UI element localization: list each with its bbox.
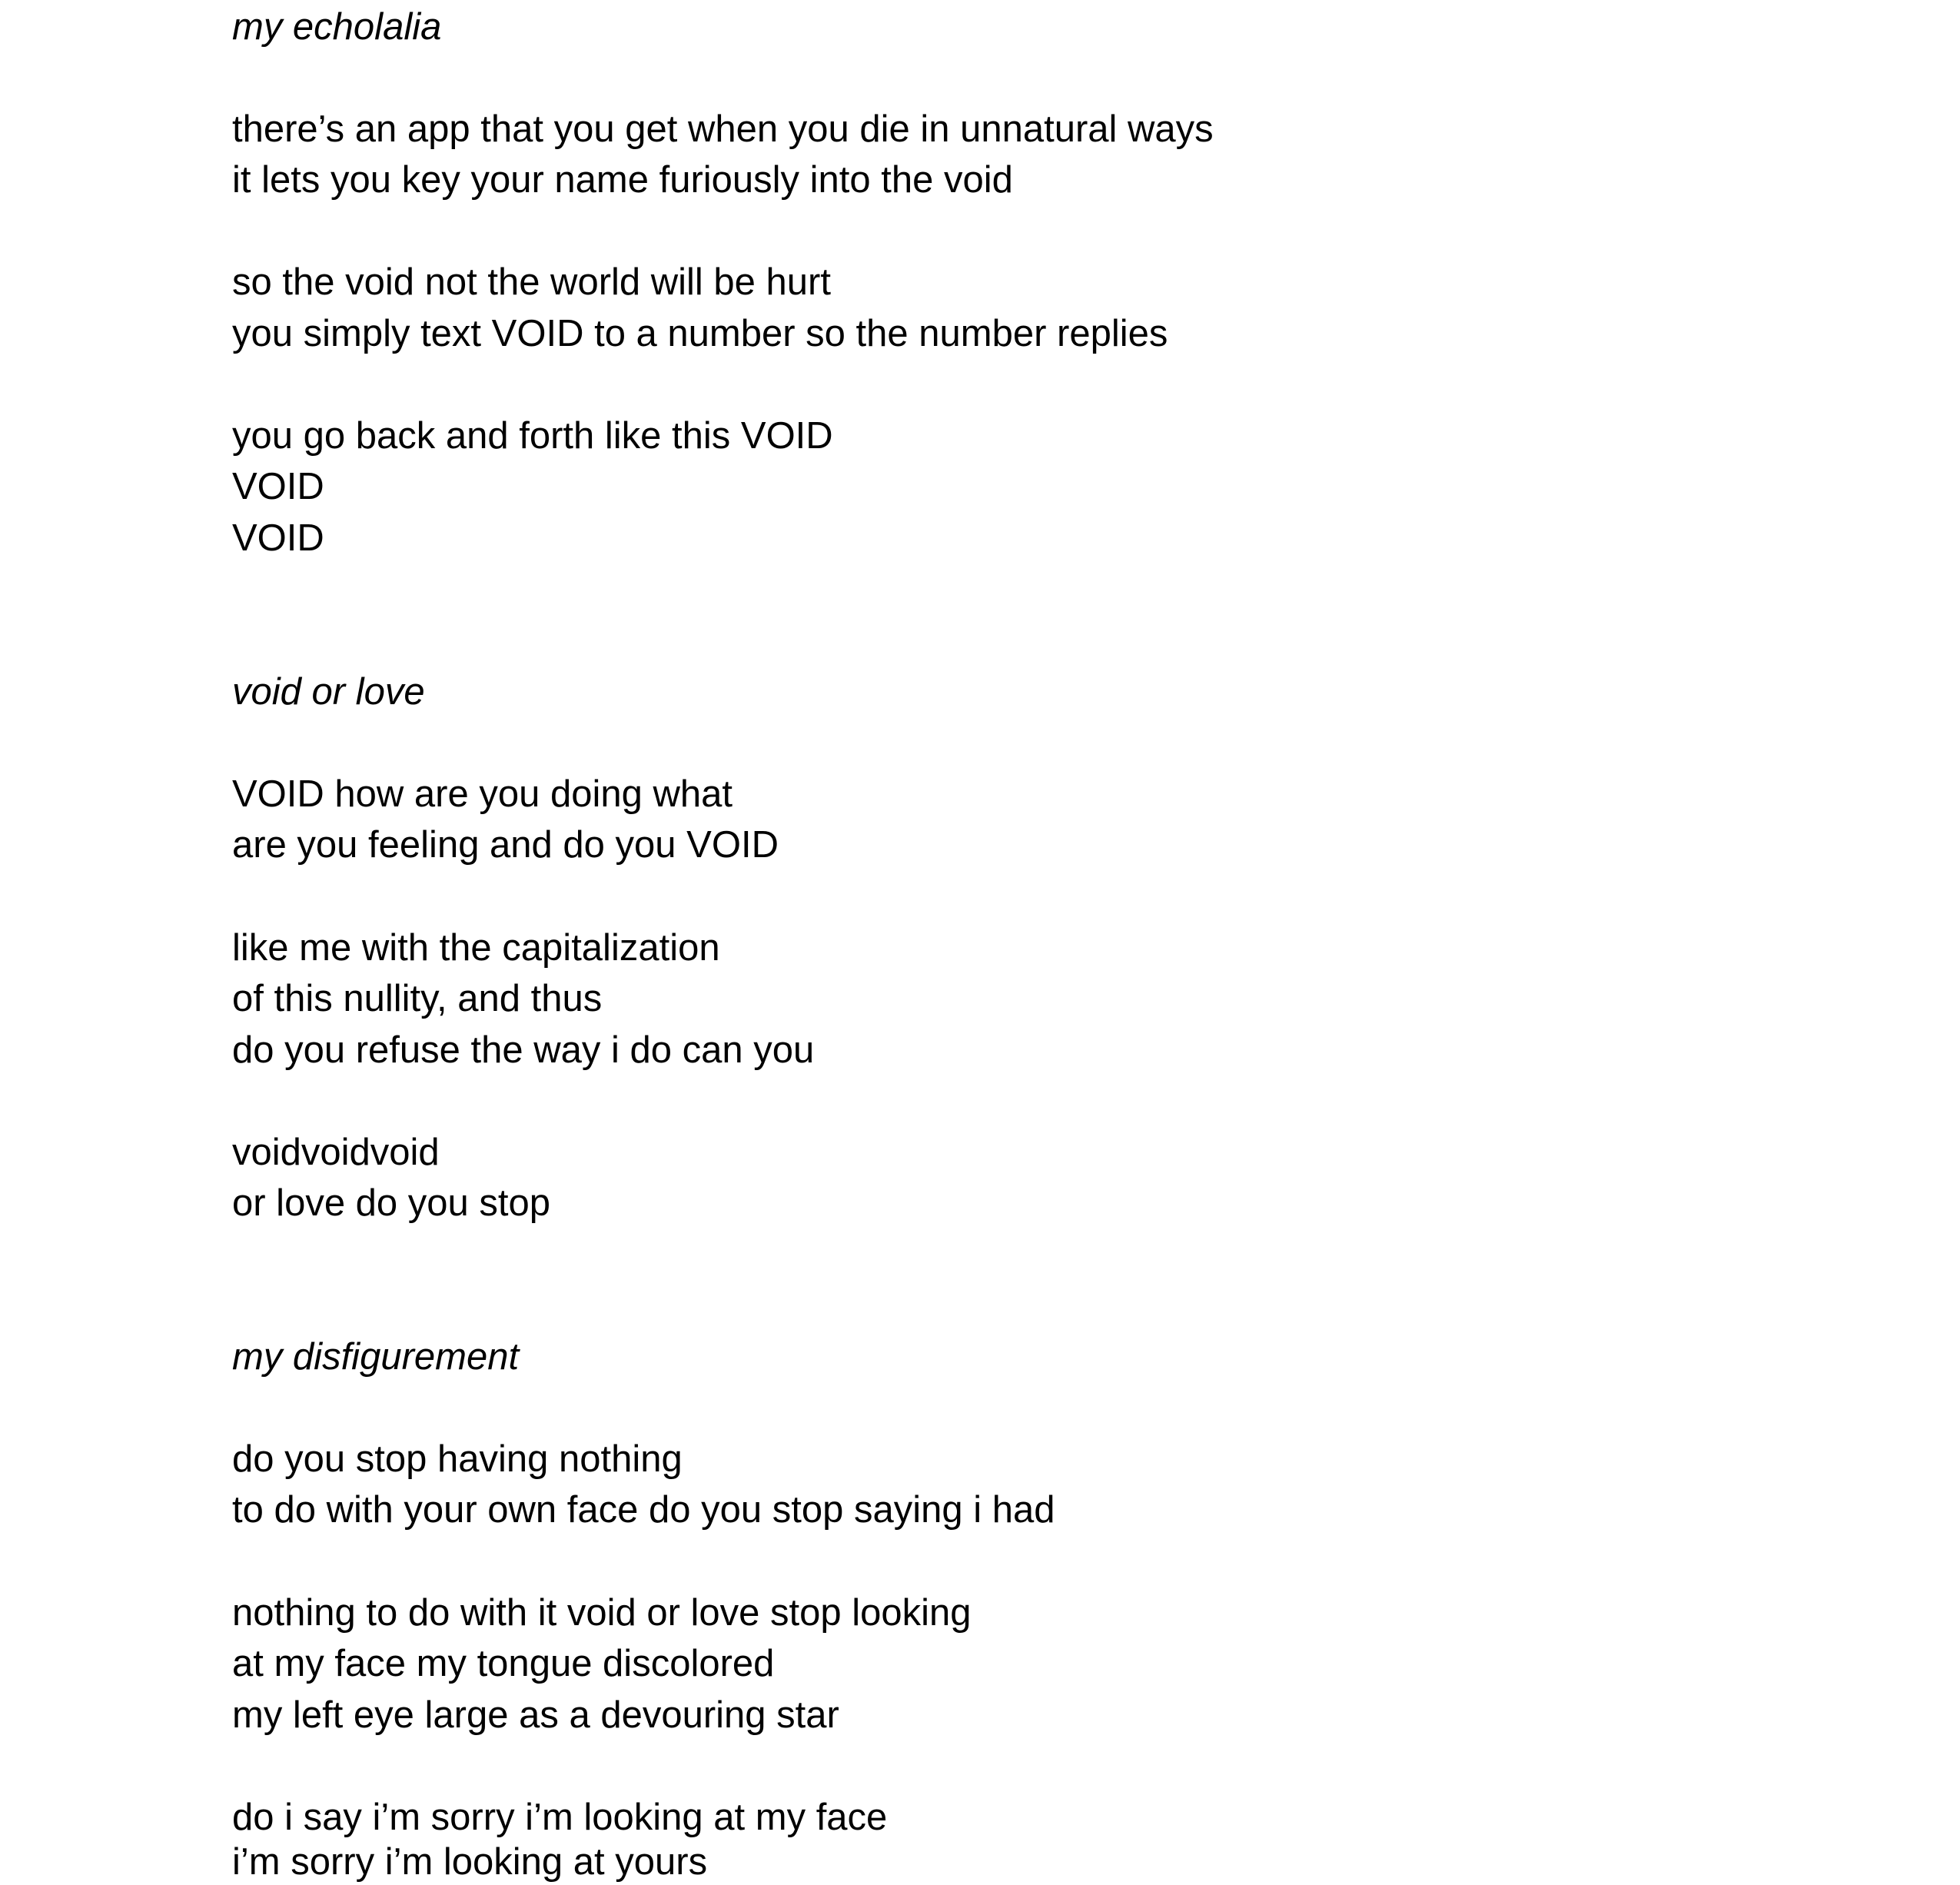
poem-line: there’s an app that you get when you die in unnatural ways [232,108,1214,150]
poem-line: VOID [232,466,324,507]
poem-title: my echolalia [232,6,442,48]
poem-line: nothing to do with it void or love stop looking [232,1592,972,1634]
poem-line: my left eye large as a devouring star [232,1694,839,1736]
poem-line: it lets you key your name furiously into the void [232,159,1013,201]
poem-line: to do with your own face do you stop saying i had [232,1489,1055,1531]
poem-line: like me with the capitalization [232,927,720,969]
poem-line: do i say i’m sorry i’m looking at my face [232,1797,888,1838]
poem-line: you simply text VOID to a number so the number replies [232,313,1168,354]
poem-line: at my face my tongue discolored [232,1643,775,1684]
poem-line: voidvoidvoid [232,1132,440,1173]
poem-title: my disfigurement [232,1336,520,1378]
poem-line: so the void not the world will be hurt [232,261,831,303]
poem-line: VOID how are you doing what [232,773,733,815]
poem-line: are you feeling and do you VOID [232,824,779,866]
poem-line: you go back and forth like this VOID [232,415,833,457]
poem-line: VOID [232,517,324,559]
poem-line: of this nullity, and thus [232,978,603,1019]
poem-line: i’m sorry i’m looking at yours [232,1841,708,1883]
poem-line: or love do you stop [232,1182,551,1224]
poem-line: do you stop having nothing [232,1438,683,1480]
poem-line: do you refuse the way i do can you [232,1029,815,1071]
poem-title: void or love [232,671,425,713]
